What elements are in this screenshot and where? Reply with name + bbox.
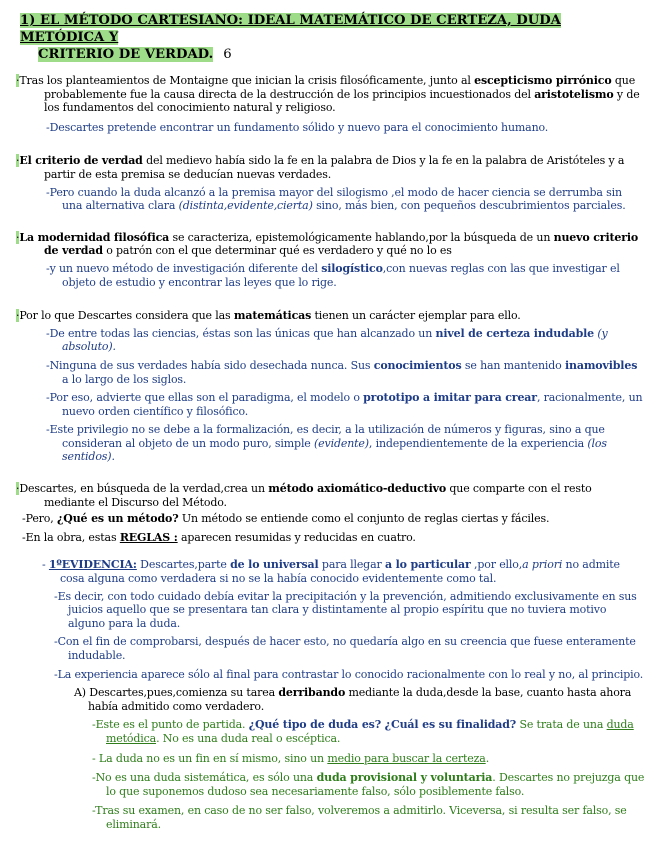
page-title [20, 12, 645, 63]
sub-point: -Con el fin de comprobarsi, después de hacer esto, no quedaría algo en su creencia que fuese enteramente indudable. [54, 635, 636, 662]
section-evidencia [14, 558, 645, 831]
sub-point: -Es decir, con todo cuidado debía evitar la precipitación y la prevención, admitiendo exclusivamente en sus juicios aquello que se presentara tan clara y distintamente al propio espíritu que no tuviera motivo alguno para la duda. [54, 589, 637, 630]
sub-point: -De entre todas las ciencias, éstas son las únicas que han alcanzado un nivel de certeza indudable (y absoluto). [46, 326, 608, 354]
paragraph: ·El criterio de verdad del medievo había sido la fe en la palabra de Dios y la fe en la palabra de Aristóteles y a partir de esta premisa se deducían nuevas verdades. [16, 154, 625, 181]
sub-point: -Por eso, advierte que ellas son el paradigma, el modelo o prototipo a imitar para crear, racionalmente, un nuevo orden científico y filosófico. [46, 391, 643, 418]
title-line-1: 1) EL MÉTODO CARTESIANO: IDEAL MATEMÁTICO DE CERTEZA, DUDA METÓDICA Y [20, 13, 561, 45]
point-a: A) Descartes,pues,comienza su tarea derribando mediante la duda,desde la base, cuanto hasta ahora había admitido como verdadero. [74, 686, 632, 713]
title-line-2: CRITERIO DE VERDAD. [38, 47, 214, 62]
green-point: -Este es el punto de partida. ¿Qué tipo de duda es? ¿Cuál es su finalidad? Se trata de una duda metódica. No es una duda real o escéptica. [92, 718, 634, 745]
line-item: -En la obra, estas REGLAS : aparecen resumidas y reducidas en cuatro. [22, 530, 416, 544]
page-number: 6 [223, 47, 232, 62]
paragraph: ·Por lo que Descartes considera que las matemáticas tienen un carácter ejemplar para ello. [16, 309, 521, 323]
section-criterio [14, 154, 645, 212]
sub-point: -Este privilegio no se debe a la formalización, es decir, a la utilización de números y figuras, sino a que consideran al objeto de un modo puro, simple (evidente), independientemente de la experiencia (los sentidos). [46, 423, 607, 464]
sub-point: -Descartes pretende encontrar un fundamento sólido y nuevo para el conocimiento humano. [46, 120, 549, 134]
sub-point: -Pero cuando la duda alcanzó a la premisa mayor del silogismo ,el modo de hacer ciencia se derrumba sin una alternativa clara (distinta,evidente,cierta) sino, más bien, con pequeños descubrimientos parciales. [46, 185, 626, 213]
section-matematicas [14, 309, 645, 464]
green-point: - La duda no es un fin en sí mismo, sino un medio para buscar la certeza. [92, 751, 490, 765]
green-point: -No es una duda sistemática, es sólo una duda provisional y voluntaria. Descartes no prejuzga que lo que suponemos dudoso sea necesariamente falso, sólo posiblemente falso. [92, 771, 645, 798]
section-modernidad [14, 231, 645, 289]
green-point: -Tras su examen, en caso de no ser falso, volveremos a admitirlo. Viceversa, si resulta ser falso, se eliminará. [92, 804, 627, 831]
sub-point: -y un nuevo método de investigación diferente del silogístico,con nuevas reglas con las que investigar el objeto de estudio y encontrar las leyes que lo rige. [46, 261, 620, 289]
paragraph: ·Tras los planteamientos de Montaigne que inician la crisis filosóficamente, junto al escepticismo pirrónico que probablemente fue la causa directa de la destrucción de los principios incuestionados del aristotelismo y de los fundamentos del conocimiento natural y religioso. [16, 74, 640, 115]
paragraph: ·La modernidad filosófica se caracteriza, epistemológicamente hablando,por la búsqueda de un nuevo criterio de verdad o patrón con el que determinar qué es verdadero y qué no lo es [16, 230, 639, 258]
line-item: -Pero, ¿Qué es un método? Un método se entiende como el conjunto de reglas ciertas y fáciles. [22, 512, 550, 526]
section-montaigne [14, 74, 645, 134]
paragraph: ·Descartes, en búsqueda de la verdad,crea un método axiomático-deductivo que comparte con el resto mediante el Discurso del Método. [16, 482, 592, 509]
sub-point: -La experiencia aparece sólo al final para contrastar lo conocido racionalmente con lo real y no, al principio. [54, 667, 644, 681]
sub-point: -Ninguna de sus verdades había sido desechada nunca. Sus conocimientos se han mantenido inamovibles a lo largo de los siglos. [46, 358, 638, 386]
section-metodo [14, 482, 645, 544]
rule-evidencia: - 1ºEVIDENCIA: Descartes,parte de lo universal para llegar a lo particular ,por ello,a priori no admite cosa alguna como verdadera si no se la había conocido evidentemente como tal. [42, 558, 620, 586]
